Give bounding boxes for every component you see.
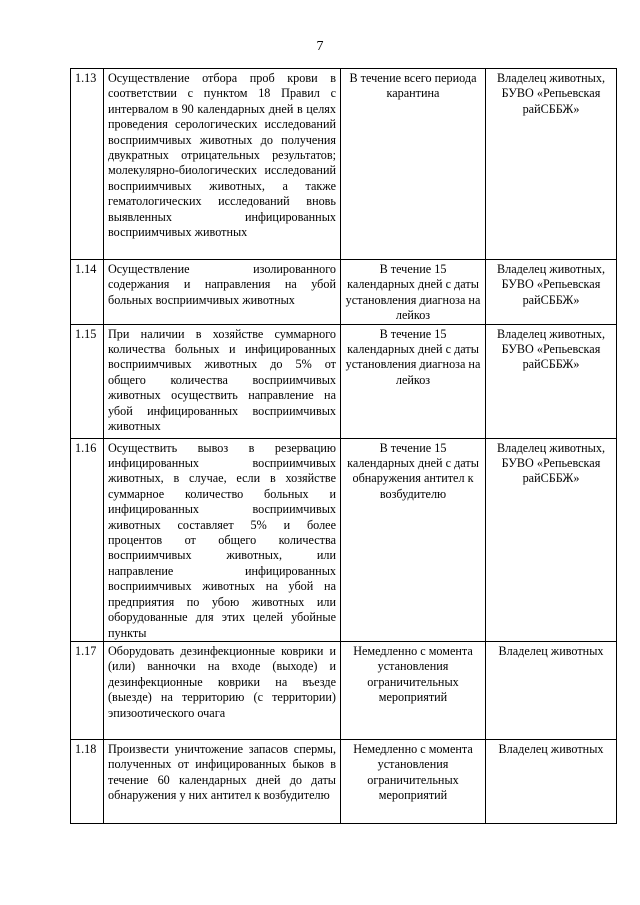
- row-number: 1.15: [71, 324, 104, 438]
- deadline-text: В течение 15 календарных дней с даты обнаружения антител к возбудителю: [341, 438, 486, 641]
- responsible-text: Владелец животных, БУВО «Репьевская райСББЖ»: [486, 438, 617, 641]
- table-row: [71, 438, 617, 641]
- action-text: При наличии в хозяйстве суммарного количества больных и инфицированных восприимчивых животных до 5% от общего количества восприимчивых животных осуществить направление на убой инфицированных восприимчивых животных: [104, 324, 341, 438]
- action-text: Осуществление изолированного содержания и направления на убой больных восприимчивых животных: [104, 260, 341, 325]
- action-text: Произвести уничтожение запасов спермы, полученных от инфицированных быков в течение 60 календарных дней до даты обнаружения у них антител к возбудителю: [104, 739, 341, 823]
- table-row: [71, 739, 617, 823]
- table-row: [71, 641, 617, 739]
- action-text: Осуществление отбора проб крови в соответствии с пунктом 18 Правил с интервалом в 90 календарных дней в целях проведения серологических исследований восприимчивых животных до получения двукратных отрицательных результатов; молекулярно-биологических исследований восприимчивых животных, а также гематологических исследований вновь выявленных инфицированных восприимчивых животных: [104, 69, 341, 260]
- deadline-text: В течение 15 календарных дней с даты установления диагноза на лейкоз: [341, 324, 486, 438]
- row-number: 1.18: [71, 739, 104, 823]
- responsible-text: Владелец животных: [486, 641, 617, 739]
- deadline-text: Немедленно с момента установления ограничительных мероприятий: [341, 641, 486, 739]
- responsible-text: Владелец животных, БУВО «Репьевская райСББЖ»: [486, 260, 617, 325]
- row-number: 1.14: [71, 260, 104, 325]
- responsible-text: Владелец животных, БУВО «Репьевская райСББЖ»: [486, 324, 617, 438]
- row-number: 1.13: [71, 69, 104, 260]
- responsible-text: Владелец животных, БУВО «Репьевская райСББЖ»: [486, 69, 617, 260]
- measures-table: [70, 68, 617, 824]
- deadline-text: В течение 15 календарных дней с даты установления диагноза на лейкоз: [341, 260, 486, 325]
- responsible-text: Владелец животных: [486, 739, 617, 823]
- action-text: Осуществить вывоз в резервацию инфицированных восприимчивых животных, в случае, если в хозяйстве суммарное количество больных и инфицированных восприимчивых животных составляет 5% и более процентов от общего количества восприимчивых животных, или направление инфицированных восприимчивых животных на убой на предприятия по убою животных или оборудованные для этих целей убойные пункты: [104, 438, 341, 641]
- table-row: [71, 260, 617, 325]
- table-row: [71, 324, 617, 438]
- action-text: Оборудовать дезинфекционные коврики и (или) ванночки на входе (выходе) и дезинфекционные коврики на въезде (выезде) на территорию (с территории) эпизоотического очага: [104, 641, 341, 739]
- row-number: 1.17: [71, 641, 104, 739]
- deadline-text: Немедленно с момента установления ограничительных мероприятий: [341, 739, 486, 823]
- row-number: 1.16: [71, 438, 104, 641]
- page-number: 7: [316, 39, 324, 54]
- table-row: [71, 69, 617, 260]
- deadline-text: В течение всего периода карантина: [341, 69, 486, 260]
